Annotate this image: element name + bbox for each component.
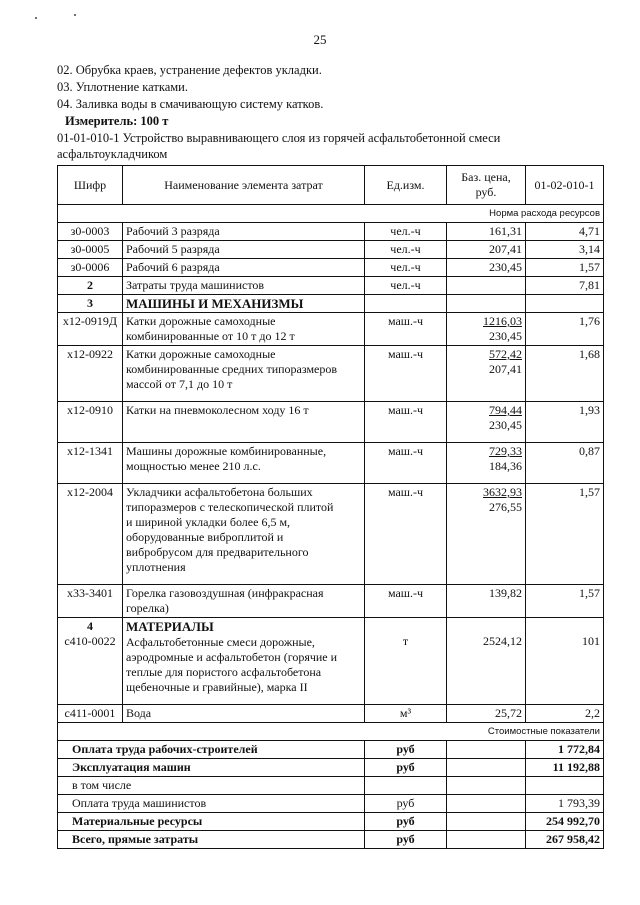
total-label: Эксплуатация машин	[58, 759, 365, 777]
total-row	[58, 777, 604, 795]
total-value: 1 793,39	[526, 795, 604, 813]
cell-price: 25,72	[447, 705, 526, 723]
total-unit: руб	[365, 795, 447, 813]
cell-qty: 1,57	[526, 484, 604, 585]
total-row	[58, 759, 604, 777]
machinist-row	[58, 277, 604, 295]
cell-unit: маш.-ч	[365, 402, 447, 443]
table-row	[58, 241, 604, 259]
estimate-title-cont: асфальтоукладчиком	[57, 147, 168, 161]
header-name: Наименование элемента затрат	[123, 166, 365, 205]
cell-price: 572,42 207,41	[447, 346, 526, 402]
table-row	[58, 346, 604, 402]
header-norm-code: 01-02-010-1	[526, 166, 604, 205]
norm-label-row	[58, 205, 604, 223]
page-number: 25	[313, 32, 327, 47]
cell-name: Рабочий 3 разряда	[123, 223, 365, 241]
cell-unit: чел.-ч	[365, 277, 447, 295]
cell-unit: маш.-ч	[365, 484, 447, 585]
cell-unit: чел.-ч	[365, 259, 447, 277]
cell-qty: 0,87	[526, 443, 604, 484]
cell-qty: 101	[526, 618, 604, 705]
work-step: 04. Заливка воды в смачивающую систему катков.	[57, 97, 324, 111]
scan-dot	[35, 17, 37, 19]
cell-code: с411-0001	[58, 705, 123, 723]
cell-name: Катки дорожные самоходные комбинированные средних типоразмеров массой от 7,1 до 10 т	[123, 346, 365, 402]
cell-num: 2	[58, 277, 123, 295]
cell-qty: 3,14	[526, 241, 604, 259]
cell-name: Катки дорожные самоходные комбинированные от 10 т до 12 т	[123, 313, 365, 346]
cell-name: Рабочий 6 разряда	[123, 259, 365, 277]
cell-name: Укладчики асфальтобетона больших типоразмеров с телескопической плитой и шириной укладки более 6,5 м, оборудованные виброплитой и вибробрусом для предварительного уплотнения	[123, 484, 365, 585]
cell-code: з0-0006	[58, 259, 123, 277]
cell-price: 139,82	[447, 585, 526, 618]
section-block: МАТЕРИАЛЫ Асфальтобетонные смеси дорожные, аэродромные и асфальтобетон (горячие и теплые для пористого асфальтобетона щебеночные и гравийные), марка II	[123, 618, 365, 705]
cell-qty: 1,57	[526, 585, 604, 618]
cell-name: Машины дорожные комбинированные, мощностью менее 210 л.с.	[123, 443, 365, 484]
cell-price: 3632,93 276,55	[447, 484, 526, 585]
cell-code: х12-2004	[58, 484, 123, 585]
total-value: 254 992,70	[526, 813, 604, 831]
cell-unit: маш.-ч	[365, 346, 447, 402]
section-materials	[58, 618, 604, 705]
total-row	[58, 741, 604, 759]
total-unit: руб	[365, 741, 447, 759]
cell-qty: 7,81	[526, 277, 604, 295]
total-label: в том числе	[58, 777, 365, 795]
cell-price: 1216,03 230,45	[447, 313, 526, 346]
cell-qty: 4,71	[526, 223, 604, 241]
cell-qty: 1,93	[526, 402, 604, 443]
cell-price	[447, 277, 526, 295]
cell-name: Катки на пневмоколесном ходу 16 т	[123, 402, 365, 443]
cell-code: х12-1341	[58, 443, 123, 484]
total-label: Оплата труда машинистов	[58, 795, 365, 813]
cell-code: х12-0922	[58, 346, 123, 402]
section-machines	[58, 295, 604, 313]
total-row	[58, 813, 604, 831]
header-price: Баз. цена, руб.	[447, 166, 526, 205]
total-value: 1 772,84	[526, 741, 604, 759]
cell-unit: чел.-ч	[365, 241, 447, 259]
cell-code: х12-0910	[58, 402, 123, 443]
total-unit: руб	[365, 813, 447, 831]
table-row	[58, 705, 604, 723]
cell-code: з0-0003	[58, 223, 123, 241]
scan-dot	[74, 14, 76, 16]
total-unit: руб	[365, 831, 447, 849]
total-value: 11 192,88	[526, 759, 604, 777]
table-row	[58, 484, 604, 585]
total-label: Оплата труда рабочих-строителей	[58, 741, 365, 759]
cell-qty: 1,76	[526, 313, 604, 346]
header-code: Шифр	[58, 166, 123, 205]
total-value: 267 958,42	[526, 831, 604, 849]
header-unit: Ед.изм.	[365, 166, 447, 205]
cell-code: х12-0919Д	[58, 313, 123, 346]
cell-unit: маш.-ч	[365, 585, 447, 618]
table-row	[58, 585, 604, 618]
total-unit: руб	[365, 759, 447, 777]
intro-block	[57, 62, 617, 162]
cell-price: 2524,12	[447, 618, 526, 705]
table-row	[58, 223, 604, 241]
total-label: Всего, прямые затраты	[58, 831, 365, 849]
cell-price: 794,44 230,45	[447, 402, 526, 443]
cell-unit: м³	[365, 705, 447, 723]
cost-label-row	[58, 723, 604, 741]
cell-price: 729,33 184,36	[447, 443, 526, 484]
section-title: МАШИНЫ И МЕХАНИЗМЫ	[123, 295, 365, 313]
estimate-title: 01-01-010-1 Устройство выравнивающего слоя из горячей асфальтобетонной смеси	[57, 131, 501, 145]
section-num: 3	[58, 295, 123, 313]
table-row	[58, 259, 604, 277]
cell-unit: маш.-ч	[365, 443, 447, 484]
total-row	[58, 831, 604, 849]
cell-unit: чел.-ч	[365, 223, 447, 241]
cell-name: Затраты труда машинистов	[123, 277, 365, 295]
section-num: 4 с410-0022	[58, 618, 123, 705]
norm-label: Норма расхода ресурсов	[58, 205, 604, 223]
cell-qty: 1,68	[526, 346, 604, 402]
cost-label: Стоимостные показатели	[58, 723, 604, 741]
cell-name: Вода	[123, 705, 365, 723]
total-label: Материальные ресурсы	[58, 813, 365, 831]
table-header	[58, 166, 604, 205]
cell-name: Горелка газовоздушная (инфракрасная горелка)	[123, 585, 365, 618]
cell-name: Рабочий 5 разряда	[123, 241, 365, 259]
resource-table	[57, 165, 604, 849]
table-row	[58, 313, 604, 346]
cell-price: 207,41	[447, 241, 526, 259]
work-step: 02. Обрубка краев, устранение дефектов укладки.	[57, 63, 322, 77]
table-row	[58, 402, 604, 443]
cell-price: 230,45	[447, 259, 526, 277]
cell-qty: 2,2	[526, 705, 604, 723]
cell-qty: 1,57	[526, 259, 604, 277]
cell-price: 161,31	[447, 223, 526, 241]
total-row	[58, 795, 604, 813]
cell-code: х33-3401	[58, 585, 123, 618]
cell-unit: т	[365, 618, 447, 705]
meter-line: Измеритель: 100 т	[65, 114, 169, 128]
cell-unit: маш.-ч	[365, 313, 447, 346]
table-row	[58, 443, 604, 484]
work-step: 03. Уплотнение катками.	[57, 80, 188, 94]
cell-code: з0-0005	[58, 241, 123, 259]
